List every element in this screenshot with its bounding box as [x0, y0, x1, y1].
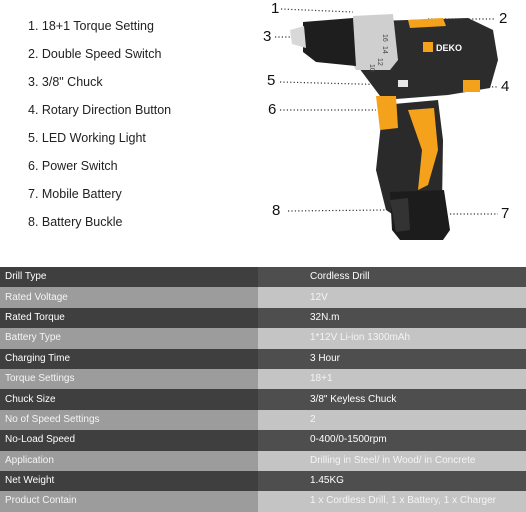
clutch-number: 10 — [368, 64, 375, 72]
feature-item: 4. Rotary Direction Button — [28, 103, 172, 117]
table-row — [0, 349, 526, 369]
clutch-number: 14 — [381, 46, 388, 54]
spec-value: 12V — [258, 287, 526, 307]
spec-key: Net Weight — [0, 471, 258, 491]
torque-collar — [350, 14, 398, 70]
callout-6: 6 — [268, 101, 277, 118]
spec-key: Drill Type — [0, 267, 258, 287]
clutch-number: 12 — [376, 58, 383, 66]
table-row — [0, 389, 526, 409]
spec-key: Product Contain — [0, 491, 258, 511]
spec-value: 1.45KG — [258, 471, 526, 491]
brand-logo — [423, 42, 433, 52]
feature-item: 8. Battery Buckle — [28, 215, 123, 229]
spec-value: 2 — [258, 410, 526, 430]
spec-key: Battery Type — [0, 328, 258, 348]
table-row — [0, 287, 526, 307]
spec-key: Chuck Size — [0, 389, 258, 409]
callout-3: 3 — [263, 28, 272, 45]
clutch-number: 16 — [381, 34, 388, 42]
direction-button — [463, 80, 480, 92]
spec-key: No of Speed Settings — [0, 410, 258, 430]
spec-key: Rated Voltage — [0, 287, 258, 307]
drill-diagram — [258, 0, 526, 262]
callout-7: 7 — [501, 205, 510, 222]
led-light — [398, 80, 408, 87]
spec-value: Drilling in Steel/ in Wood/ in Concrete — [258, 451, 526, 471]
spec-key: Charging Time — [0, 349, 258, 369]
callout-2: 2 — [499, 10, 508, 27]
table-row — [0, 451, 526, 471]
callout-1: 1 — [271, 0, 280, 17]
table-row — [0, 491, 526, 511]
feature-item: 6. Power Switch — [28, 159, 118, 173]
table-row — [0, 410, 526, 430]
feature-item: 1. 18+1 Torque Setting — [28, 19, 154, 33]
spec-key: Application — [0, 451, 258, 471]
spec-value: 0-400/0-1500rpm — [258, 430, 526, 450]
spec-value: 32N.m — [258, 308, 526, 328]
table-row — [0, 328, 526, 348]
spec-key: No-Load Speed — [0, 430, 258, 450]
table-row — [0, 308, 526, 328]
power-trigger — [376, 96, 398, 130]
callout-8: 8 — [272, 202, 281, 219]
spec-table — [0, 267, 526, 512]
table-row — [0, 267, 526, 287]
spec-value: Cordless Drill — [258, 267, 526, 287]
chuck — [303, 18, 356, 66]
table-row — [0, 369, 526, 389]
feature-list — [28, 16, 171, 240]
brand-text: DEKO — [436, 43, 463, 53]
feature-item: 7. Mobile Battery — [28, 187, 122, 201]
chuck-tip — [290, 26, 306, 48]
spec-key: Torque Settings — [0, 369, 258, 389]
spec-value: 3 Hour — [258, 349, 526, 369]
callout-4: 4 — [501, 78, 510, 95]
table-row — [0, 471, 526, 491]
table-row — [0, 430, 526, 450]
spec-value: 3/8" Keyless Chuck — [258, 389, 526, 409]
feature-item: 3. 3/8" Chuck — [28, 75, 103, 89]
callout-5: 5 — [267, 72, 276, 89]
feature-item: 5. LED Working Light — [28, 131, 146, 145]
spec-value: 1 x Cordless Drill, 1 x Battery, 1 x Charger — [258, 491, 526, 511]
spec-value: 18+1 — [258, 369, 526, 389]
feature-item: 2. Double Speed Switch — [28, 47, 162, 61]
spec-value: 1*12V Li-ion 1300mAh — [258, 328, 526, 348]
drill-illustration — [258, 0, 526, 262]
spec-key: Rated Torque — [0, 308, 258, 328]
